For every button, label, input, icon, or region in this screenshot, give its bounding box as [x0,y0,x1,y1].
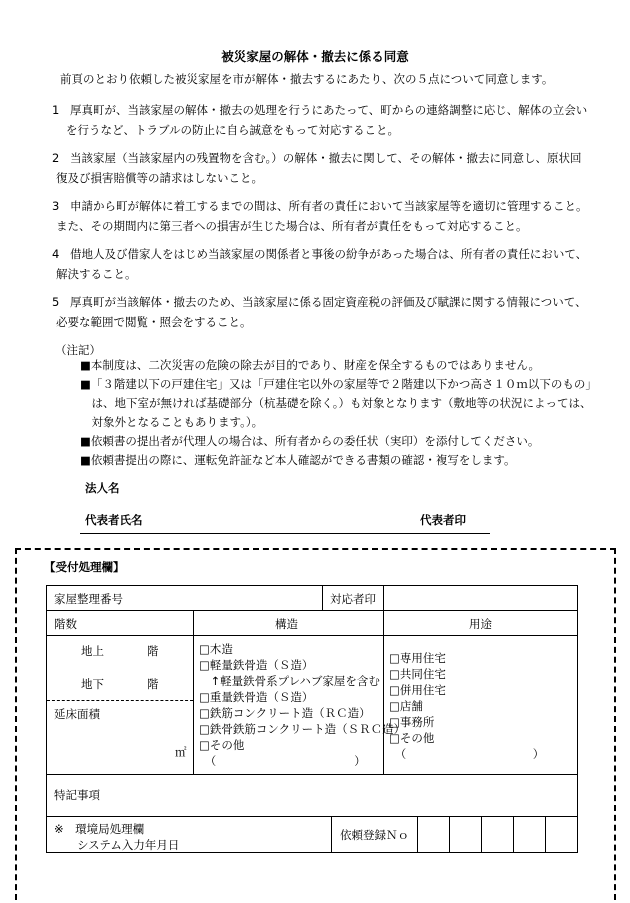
env-bureau-label: ※ 環境局処理欄 [54,822,145,836]
note-line: ■本制度は、二次災害の危険の除去が目的であり、財産を保全するものではありません。 [80,358,541,372]
item-text-cont: また、その期間内に第三者への損害が生じた場合は、所有者が責任をもって対応すること。 [56,219,528,233]
corp-name-label: 法人名 [85,481,120,495]
item-text: 当該家屋（当該家屋内の残置物を含む。）の解体・撤去に関して、その解体・撤去に同意し、原状回 [70,151,582,165]
floor-unit-label: 階 [147,677,159,691]
structure-option-note: ↑軽量鉄骨系プレハブ家屋を含む [199,674,380,688]
house-number-label: 家屋整理番号 [54,592,123,606]
usage-option[interactable]: □共同住宅 [389,667,446,681]
signature-line [80,533,490,534]
item-text: 厚真町が当該解体・撤去のため、当該家屋に係る固定資産税の評価及び賦課に関する情報について、 [70,295,587,309]
item-number: 5 [52,295,60,309]
usage-option[interactable]: □併用住宅 [389,683,446,697]
item-number: 3 [52,199,60,213]
note-line: ■依頼書の提出者が代理人の場合は、所有者からの委任状（実印）を添付してください。 [80,434,540,448]
usage-option[interactable]: □その他 [389,731,435,745]
item-text: 申請から町が解体に着工するまでの間は、所有者の責任において当該家屋等を適切に管理すること。 [70,199,588,213]
document-title: 被災家屋の解体・撤去に係る同意 [221,49,409,64]
item-text-cont: 必要な範囲で閲覧・照会をすること。 [56,315,252,329]
floor-area-label: 延床面積 [54,707,100,721]
floor-unit-label: 階 [147,644,159,658]
rep-seal-label: 代表者印 [420,513,466,527]
item-text-cont: 復及び損害賠償等の請求はしないこと。 [56,171,263,185]
structure-option[interactable]: □鉄筋コンクリート造（ＲＣ造） [199,706,371,720]
structure-option-blank: （ ） [199,754,366,768]
reception-title: 【受付処理欄】 [44,560,125,574]
usage-option[interactable]: □店舗 [389,699,423,713]
structure-option[interactable]: □重量鉄骨造（Ｓ造） [199,690,314,704]
item-text: 厚真町が、当該家屋の解体・撤去の処理を行うにあたって、町からの連絡調整に応じ、解体の立会い [70,103,588,117]
consent-item-1 [52,100,592,140]
rep-name-label: 代表者氏名 [85,513,143,527]
above-ground-label: 地上 [81,644,104,658]
note-line: ■依頼書提出の際に、運転免許証など本人確認ができる書類の確認・複写をします。 [80,453,516,467]
usage-option[interactable]: □事務所 [389,715,435,729]
below-ground-label: 地下 [81,677,104,691]
request-no-label: 依頼登録Ｎｏ [340,828,409,842]
consent-item-2 [52,148,592,188]
item-text: 借地人及び借家人をはじめ当該家屋の関係者と事後の紛争があった場合は、所有者の責任において、 [70,247,588,261]
item-text-cont: を行うなど、トラブルの防止に自ら誠意をもって対応すること。 [66,123,400,137]
item-text-cont: 解決すること。 [56,267,137,281]
usage-option-blank: （ ） [389,747,545,761]
consent-item-3 [52,196,592,236]
note-line: 対象外となることもあります。）。 [80,415,264,429]
special-notes-label: 特記事項 [54,788,100,802]
usage-option[interactable]: □専用住宅 [389,651,446,665]
structure-option[interactable]: □その他 [199,738,245,752]
handler-seal-label: 対応者印 [330,592,376,606]
note-line: は、地下室が無ければ基礎部分（杭基礎を除く。）も対象となります（敷地等の状況によっては、 [80,396,592,410]
intro-text: 前頁のとおり依頼した被災家屋を市が解体・撤去するにあたり、次の５点について同意します。 [60,72,554,86]
note-line: ■「３階建以下の戸建住宅」又は「戸建住宅以外の家屋等で２階建以下かつ高さ１０ｍ以下のもの」 [80,377,597,391]
structure-options [199,641,405,769]
structure-label: 構造 [275,617,298,631]
notes-label: （注記） [55,343,101,357]
item-number: 2 [52,151,60,165]
structure-option[interactable]: □軽量鉄骨造（Ｓ造） [199,658,314,672]
floors-label: 階数 [54,617,77,631]
consent-item-4 [52,244,592,284]
consent-item-5 [52,292,592,332]
reception-table [46,585,578,853]
usage-options [389,650,544,762]
item-number: 4 [52,247,60,261]
structure-option[interactable]: □木造 [199,642,233,656]
item-number: 1 [52,103,60,117]
structure-option[interactable]: □鉄骨鉄筋コンクリート造（ＳＲＣ造） [199,722,406,736]
system-date-label: システム入力年月日 [54,838,180,852]
usage-label: 用途 [469,617,492,631]
area-unit-label: ㎡ [175,745,187,759]
